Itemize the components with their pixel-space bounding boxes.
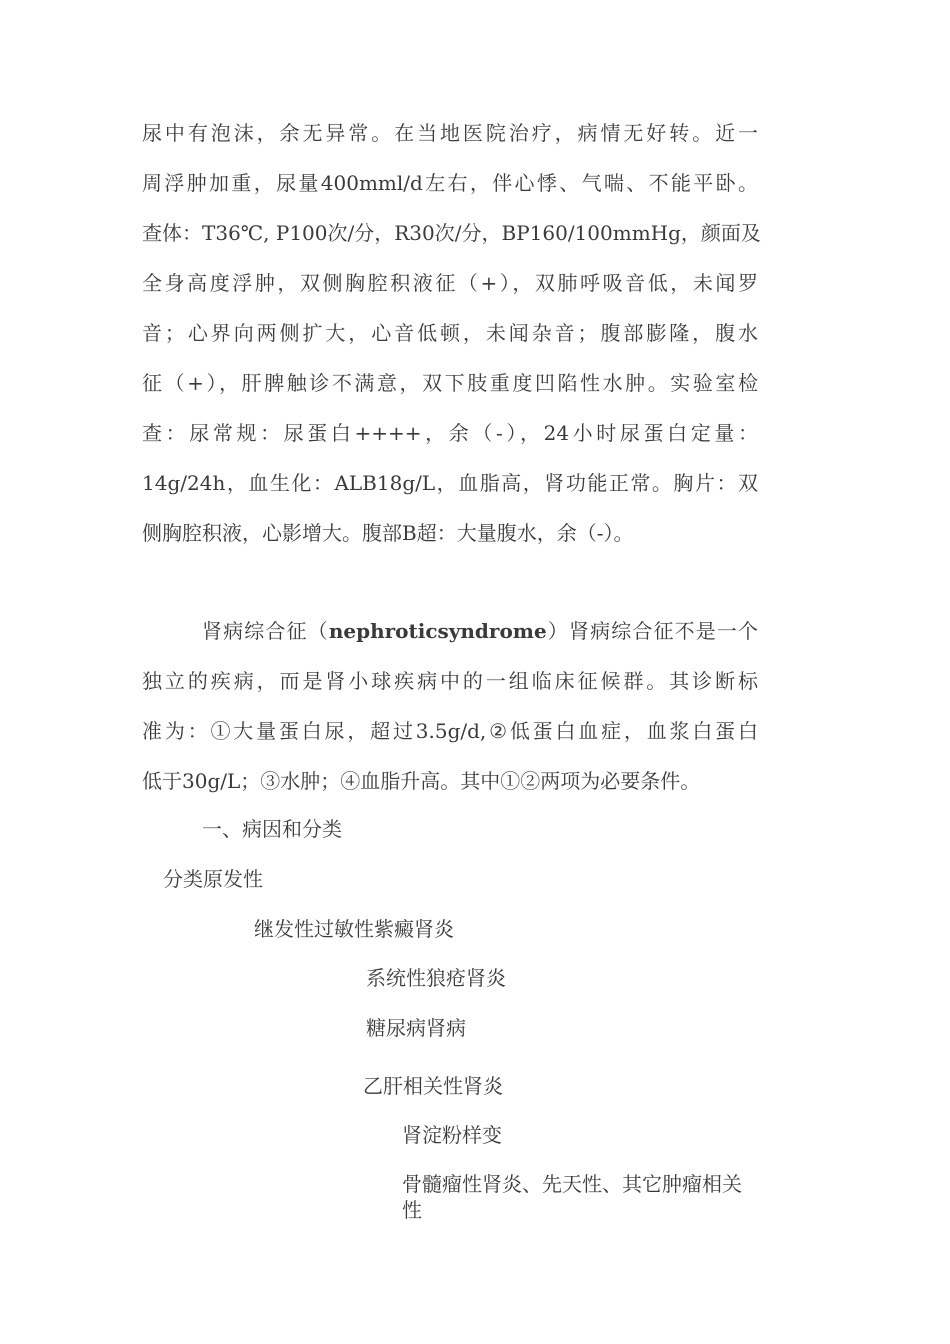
section-heading: 一、病因和分类 [202, 817, 342, 841]
case-description-paragraph [142, 108, 761, 558]
text-line: 独立的疾病，而是肾小球疾病中的一组临床征候群。其诊断标 [142, 669, 758, 693]
classification-item: 骨髓瘤性肾炎、先天性、其它肿瘤相关性 [402, 1172, 742, 1222]
definition-suffix: ）肾病综合征不是一个 [546, 619, 759, 643]
classification-item: 肾淀粉样变 [402, 1123, 502, 1147]
text-line: 查：尿常规：尿蛋白++++，余（-），24小时尿蛋白定量： [142, 421, 758, 445]
classification-item: 系统性狼疮肾炎 [366, 966, 506, 990]
text-line: 14g/24h，血生化：ALB18g/L，血脂高，肾功能正常。胸片：双 [142, 471, 758, 495]
text-line: 周浮肿加重，尿量400mml/d左右，伴心悸、气喘、不能平卧。 [142, 171, 758, 195]
classification-item: 糖尿病肾病 [366, 1016, 466, 1040]
definition-paragraph [142, 606, 758, 806]
classification-item: 乙肝相关性肾炎 [363, 1074, 503, 1098]
classification-secondary: 继发性过敏性紫癜肾炎 [254, 917, 454, 941]
text-line: 查体：T36℃, P100次/分，R30次/分，BP160/100mmHg，颜面及 [142, 221, 761, 245]
definition-term: nephroticsyndrome [328, 619, 547, 643]
text-line: 侧胸腔积液，心影增大。腹部B超：大量腹水，余（-）。 [142, 521, 634, 545]
text-line: 低于30g/L；③水肿；④血脂升高。其中①②两项为必要条件。 [142, 769, 701, 793]
text-line [142, 606, 758, 656]
text-line: 尿中有泡沫，余无异常。在当地医院治疗，病情无好转。近一 [142, 121, 758, 145]
text-line: 音；心界向两侧扩大，心音低顿，未闻杂音；腹部膨隆，腹水 [142, 321, 758, 345]
definition-prefix: 肾病综合征（ [202, 619, 329, 643]
text-line: 准为：①大量蛋白尿，超过3.5g/d,②低蛋白血症，血浆白蛋白 [142, 719, 758, 743]
classification-primary: 分类原发性 [163, 867, 263, 891]
text-line: 全身高度浮肿，双侧胸腔积液征（+），双肺呼吸音低，未闻罗 [142, 271, 758, 295]
text-line: 征（+），肝脾触诊不满意，双下肢重度凹陷性水肿。实验室检 [142, 371, 758, 395]
